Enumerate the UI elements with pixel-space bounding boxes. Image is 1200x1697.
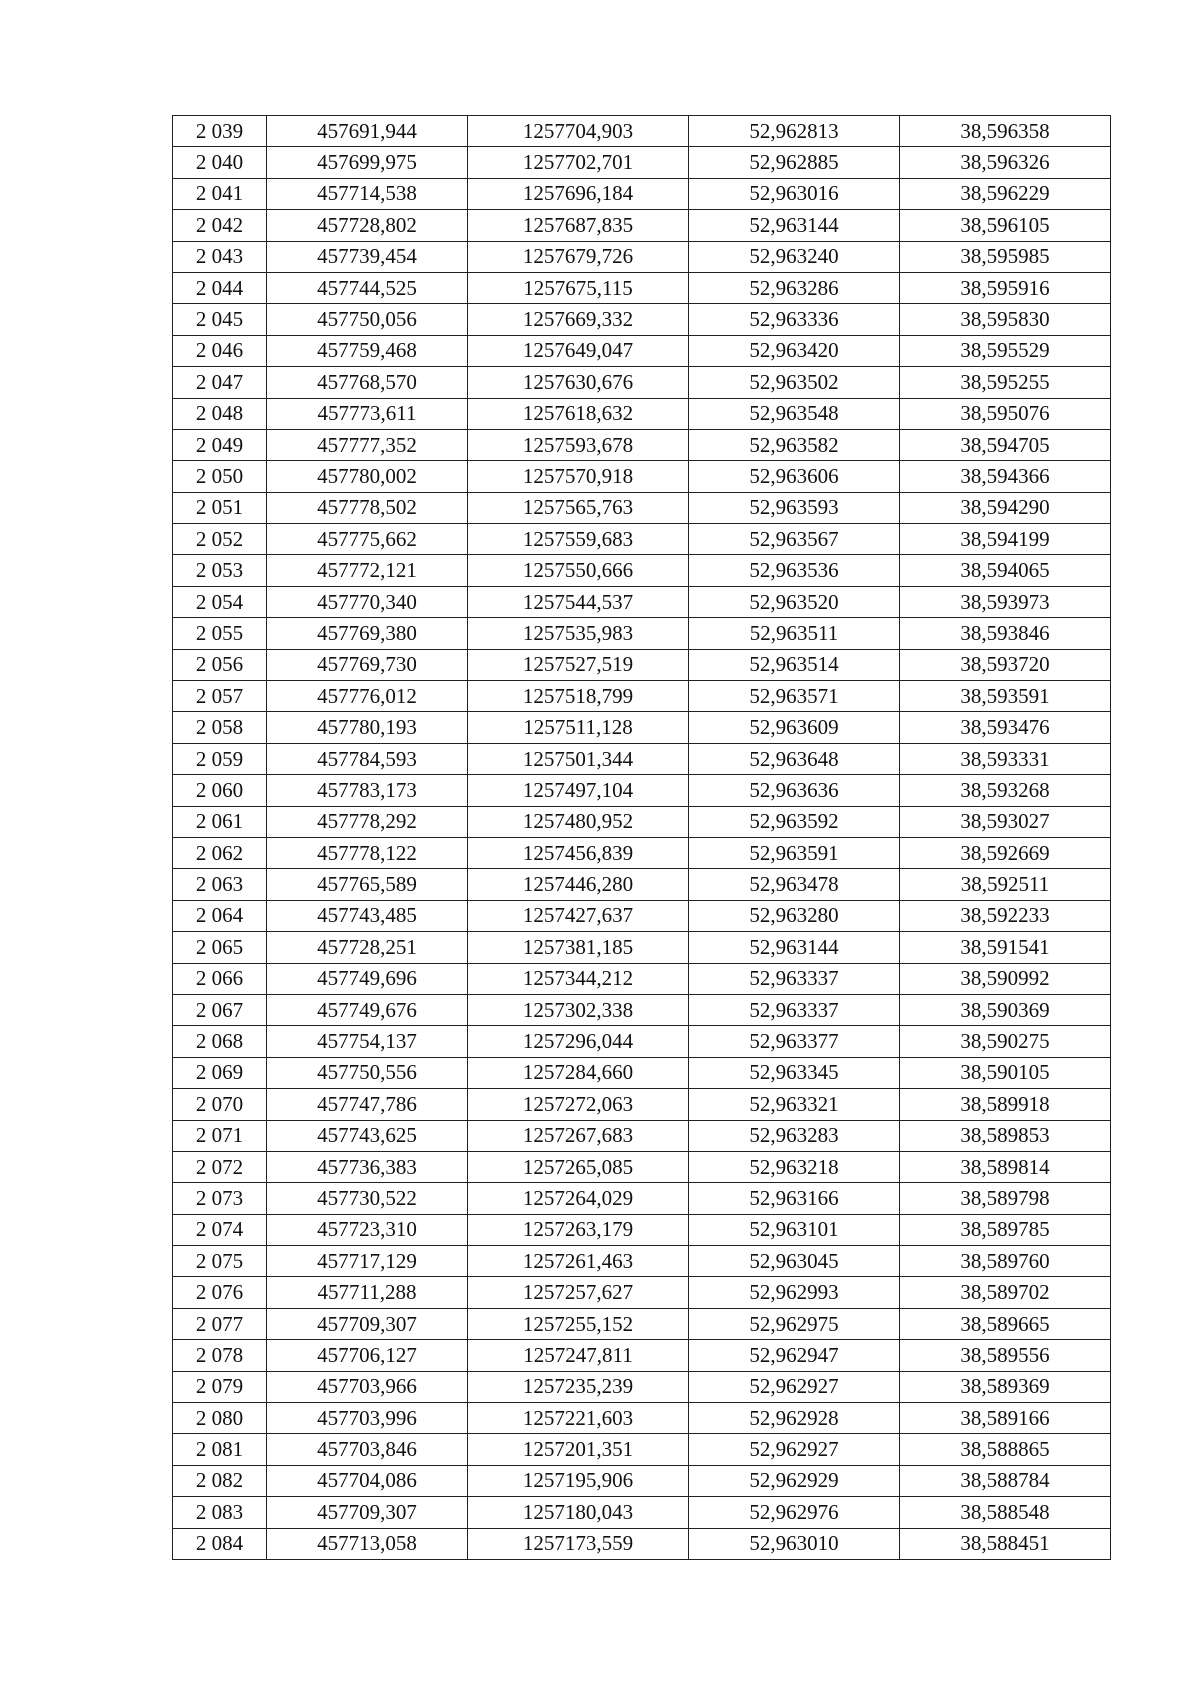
table-cell-x: 457780,002	[267, 461, 468, 492]
table-cell-lat: 52,962947	[689, 1340, 900, 1371]
table-cell-y: 1257173,559	[468, 1528, 689, 1559]
table-cell-point: 2 059	[173, 743, 267, 774]
table-cell-x: 457717,129	[267, 1246, 468, 1277]
table-cell-point: 2 064	[173, 900, 267, 931]
table-cell-lon: 38,590992	[900, 963, 1111, 994]
table-cell-point: 2 078	[173, 1340, 267, 1371]
table-cell-point: 2 076	[173, 1277, 267, 1308]
table-cell-point: 2 084	[173, 1528, 267, 1559]
table-cell-lat: 52,963591	[689, 837, 900, 868]
table-cell-y: 1257501,344	[468, 743, 689, 774]
table-cell-y: 1257255,152	[468, 1308, 689, 1339]
table-cell-x: 457754,137	[267, 1026, 468, 1057]
table-cell-lon: 38,593720	[900, 649, 1111, 680]
table-cell-y: 1257649,047	[468, 335, 689, 366]
table-cell-x: 457777,352	[267, 429, 468, 460]
table-row	[173, 932, 1111, 963]
table-cell-lon: 38,588548	[900, 1497, 1111, 1528]
table-cell-point: 2 079	[173, 1371, 267, 1402]
table-cell-y: 1257264,029	[468, 1183, 689, 1214]
table-cell-x: 457775,662	[267, 524, 468, 555]
table-cell-lat: 52,963420	[689, 335, 900, 366]
table-cell-lon: 38,594366	[900, 461, 1111, 492]
table-cell-lon: 38,589853	[900, 1120, 1111, 1151]
table-cell-x: 457743,485	[267, 900, 468, 931]
table-cell-y: 1257261,463	[468, 1246, 689, 1277]
table-cell-lat: 52,963609	[689, 712, 900, 743]
table-cell-lon: 38,593591	[900, 681, 1111, 712]
table-row	[173, 618, 1111, 649]
table-cell-lon: 38,596105	[900, 210, 1111, 241]
table-cell-y: 1257518,799	[468, 681, 689, 712]
table-cell-y: 1257593,678	[468, 429, 689, 460]
table-cell-lon: 38,589918	[900, 1089, 1111, 1120]
table-cell-y: 1257696,184	[468, 178, 689, 209]
table-cell-lat: 52,962929	[689, 1465, 900, 1496]
table-cell-lat: 52,963283	[689, 1120, 900, 1151]
table-cell-point: 2 068	[173, 1026, 267, 1057]
table-row	[173, 367, 1111, 398]
table-cell-x: 457744,525	[267, 272, 468, 303]
table-cell-y: 1257263,179	[468, 1214, 689, 1245]
table-cell-x: 457691,944	[267, 116, 468, 147]
table-cell-point: 2 081	[173, 1434, 267, 1465]
table-cell-y: 1257511,128	[468, 712, 689, 743]
table-row	[173, 492, 1111, 523]
table-cell-x: 457759,468	[267, 335, 468, 366]
table-cell-y: 1257675,115	[468, 272, 689, 303]
table-cell-lat: 52,962928	[689, 1403, 900, 1434]
table-cell-lat: 52,963582	[689, 429, 900, 460]
table-cell-lat: 52,962927	[689, 1371, 900, 1402]
table-cell-lon: 38,596326	[900, 147, 1111, 178]
table-row	[173, 555, 1111, 586]
table-cell-lat: 52,962976	[689, 1497, 900, 1528]
table-row	[173, 1246, 1111, 1277]
table-cell-point: 2 070	[173, 1089, 267, 1120]
table-cell-x: 457769,380	[267, 618, 468, 649]
table-cell-y: 1257550,666	[468, 555, 689, 586]
table-cell-lon: 38,589369	[900, 1371, 1111, 1402]
table-cell-y: 1257669,332	[468, 304, 689, 335]
table-cell-lon: 38,588784	[900, 1465, 1111, 1496]
table-cell-lon: 38,592233	[900, 900, 1111, 931]
table-row	[173, 1371, 1111, 1402]
table-cell-y: 1257284,660	[468, 1057, 689, 1088]
table-cell-lat: 52,963548	[689, 398, 900, 429]
table-cell-x: 457770,340	[267, 586, 468, 617]
table-cell-lon: 38,593027	[900, 806, 1111, 837]
table-cell-lon: 38,589166	[900, 1403, 1111, 1434]
table-cell-x: 457780,193	[267, 712, 468, 743]
table-cell-x: 457714,538	[267, 178, 468, 209]
table-cell-x: 457743,625	[267, 1120, 468, 1151]
table-cell-lon: 38,589702	[900, 1277, 1111, 1308]
table-cell-lon: 38,589760	[900, 1246, 1111, 1277]
table-cell-x: 457750,056	[267, 304, 468, 335]
table-cell-lon: 38,590105	[900, 1057, 1111, 1088]
table-cell-x: 457772,121	[267, 555, 468, 586]
table-row	[173, 1465, 1111, 1496]
table-cell-point: 2 082	[173, 1465, 267, 1496]
table-cell-lat: 52,963166	[689, 1183, 900, 1214]
table-cell-point: 2 048	[173, 398, 267, 429]
table-cell-y: 1257265,085	[468, 1151, 689, 1182]
table-cell-y: 1257180,043	[468, 1497, 689, 1528]
table-cell-point: 2 063	[173, 869, 267, 900]
table-row	[173, 304, 1111, 335]
table-cell-point: 2 083	[173, 1497, 267, 1528]
table-cell-point: 2 057	[173, 681, 267, 712]
table-cell-point: 2 075	[173, 1246, 267, 1277]
table-cell-x: 457709,307	[267, 1308, 468, 1339]
table-cell-point: 2 047	[173, 367, 267, 398]
table-cell-y: 1257427,637	[468, 900, 689, 931]
table-cell-x: 457776,012	[267, 681, 468, 712]
table-cell-x: 457778,502	[267, 492, 468, 523]
table-row	[173, 116, 1111, 147]
table-cell-y: 1257456,839	[468, 837, 689, 868]
table-cell-y: 1257702,701	[468, 147, 689, 178]
table-cell-lat: 52,963336	[689, 304, 900, 335]
table-cell-point: 2 044	[173, 272, 267, 303]
table-cell-lon: 38,593476	[900, 712, 1111, 743]
table-cell-x: 457703,966	[267, 1371, 468, 1402]
table-cell-x: 457749,676	[267, 994, 468, 1025]
table-row	[173, 272, 1111, 303]
table-cell-point: 2 041	[173, 178, 267, 209]
table-row	[173, 398, 1111, 429]
table-cell-lon: 38,595255	[900, 367, 1111, 398]
table-cell-lat: 52,963280	[689, 900, 900, 931]
table-cell-lat: 52,963010	[689, 1528, 900, 1559]
table-row	[173, 1277, 1111, 1308]
table-cell-x: 457749,696	[267, 963, 468, 994]
table-cell-y: 1257446,280	[468, 869, 689, 900]
table-cell-point: 2 072	[173, 1151, 267, 1182]
table-cell-y: 1257544,537	[468, 586, 689, 617]
table-cell-y: 1257381,185	[468, 932, 689, 963]
table-cell-lon: 38,590275	[900, 1026, 1111, 1057]
table-cell-point: 2 080	[173, 1403, 267, 1434]
table-row	[173, 963, 1111, 994]
table-cell-y: 1257618,632	[468, 398, 689, 429]
table-cell-lat: 52,963593	[689, 492, 900, 523]
table-cell-lat: 52,963592	[689, 806, 900, 837]
table-cell-lat: 52,963016	[689, 178, 900, 209]
table-cell-lat: 52,963286	[689, 272, 900, 303]
table-cell-y: 1257267,683	[468, 1120, 689, 1151]
table-cell-lat: 52,963337	[689, 994, 900, 1025]
table-cell-y: 1257257,627	[468, 1277, 689, 1308]
table-row	[173, 806, 1111, 837]
table-cell-lat: 52,963511	[689, 618, 900, 649]
table-cell-x: 457778,122	[267, 837, 468, 868]
table-cell-lat: 52,963536	[689, 555, 900, 586]
table-row	[173, 1089, 1111, 1120]
table-cell-y: 1257630,676	[468, 367, 689, 398]
table-cell-y: 1257565,763	[468, 492, 689, 523]
table-row	[173, 1403, 1111, 1434]
table-row	[173, 524, 1111, 555]
table-row	[173, 178, 1111, 209]
table-cell-x: 457750,556	[267, 1057, 468, 1088]
table-cell-lon: 38,594199	[900, 524, 1111, 555]
table-cell-y: 1257221,603	[468, 1403, 689, 1434]
table-cell-y: 1257527,519	[468, 649, 689, 680]
table-cell-lat: 52,963377	[689, 1026, 900, 1057]
table-cell-lon: 38,589785	[900, 1214, 1111, 1245]
table-cell-lat: 52,963514	[689, 649, 900, 680]
table-cell-x: 457736,383	[267, 1151, 468, 1182]
table-cell-lon: 38,589556	[900, 1340, 1111, 1371]
table-cell-lon: 38,593268	[900, 775, 1111, 806]
coordinates-table	[172, 115, 1111, 1560]
table-row	[173, 775, 1111, 806]
table-row	[173, 1434, 1111, 1465]
table-cell-lon: 38,590369	[900, 994, 1111, 1025]
table-cell-lat: 52,962993	[689, 1277, 900, 1308]
table-cell-point: 2 040	[173, 147, 267, 178]
table-cell-lon: 38,594290	[900, 492, 1111, 523]
table-cell-point: 2 077	[173, 1308, 267, 1339]
table-cell-point: 2 042	[173, 210, 267, 241]
table-cell-lon: 38,595916	[900, 272, 1111, 303]
table-cell-point: 2 053	[173, 555, 267, 586]
table-cell-lat: 52,963571	[689, 681, 900, 712]
table-cell-lon: 38,592511	[900, 869, 1111, 900]
table-cell-point: 2 065	[173, 932, 267, 963]
table-cell-point: 2 045	[173, 304, 267, 335]
table-cell-x: 457783,173	[267, 775, 468, 806]
table-cell-lat: 52,963240	[689, 241, 900, 272]
table-cell-x: 457703,846	[267, 1434, 468, 1465]
table-cell-x: 457728,802	[267, 210, 468, 241]
table-cell-point: 2 055	[173, 618, 267, 649]
table-row	[173, 900, 1111, 931]
table-cell-x: 457730,522	[267, 1183, 468, 1214]
table-cell-lat: 52,963045	[689, 1246, 900, 1277]
table-row	[173, 994, 1111, 1025]
table-row	[173, 210, 1111, 241]
table-cell-lon: 38,595985	[900, 241, 1111, 272]
table-row	[173, 1057, 1111, 1088]
table-cell-lon: 38,595076	[900, 398, 1111, 429]
table-cell-point: 2 060	[173, 775, 267, 806]
table-cell-lon: 38,595830	[900, 304, 1111, 335]
table-cell-point: 2 074	[173, 1214, 267, 1245]
table-cell-lat: 52,963321	[689, 1089, 900, 1120]
table-cell-x: 457768,570	[267, 367, 468, 398]
coordinates-table-body	[173, 116, 1111, 1560]
table-cell-lat: 52,962885	[689, 147, 900, 178]
table-cell-y: 1257195,906	[468, 1465, 689, 1496]
table-cell-lon: 38,589814	[900, 1151, 1111, 1182]
table-cell-x: 457709,307	[267, 1497, 468, 1528]
table-row	[173, 1528, 1111, 1559]
table-row	[173, 743, 1111, 774]
table-cell-lat: 52,963144	[689, 210, 900, 241]
table-cell-x: 457706,127	[267, 1340, 468, 1371]
table-cell-point: 2 071	[173, 1120, 267, 1151]
table-row	[173, 1120, 1111, 1151]
table-cell-y: 1257497,104	[468, 775, 689, 806]
table-cell-lat: 52,962975	[689, 1308, 900, 1339]
table-cell-point: 2 058	[173, 712, 267, 743]
table-cell-point: 2 043	[173, 241, 267, 272]
table-cell-point: 2 054	[173, 586, 267, 617]
table-cell-y: 1257302,338	[468, 994, 689, 1025]
table-cell-point: 2 039	[173, 116, 267, 147]
table-cell-y: 1257570,918	[468, 461, 689, 492]
table-cell-point: 2 050	[173, 461, 267, 492]
table-row	[173, 241, 1111, 272]
table-row	[173, 335, 1111, 366]
table-cell-point: 2 062	[173, 837, 267, 868]
table-cell-point: 2 069	[173, 1057, 267, 1088]
table-cell-lon: 38,596358	[900, 116, 1111, 147]
table-cell-x: 457728,251	[267, 932, 468, 963]
table-cell-lon: 38,596229	[900, 178, 1111, 209]
table-cell-x: 457773,611	[267, 398, 468, 429]
table-cell-lat: 52,963606	[689, 461, 900, 492]
table-cell-x: 457739,454	[267, 241, 468, 272]
table-cell-lon: 38,592669	[900, 837, 1111, 868]
table-cell-lon: 38,594705	[900, 429, 1111, 460]
table-cell-lat: 52,962813	[689, 116, 900, 147]
table-cell-lon: 38,593973	[900, 586, 1111, 617]
table-cell-lon: 38,588865	[900, 1434, 1111, 1465]
table-row	[173, 1026, 1111, 1057]
table-cell-x: 457784,593	[267, 743, 468, 774]
table-cell-y: 1257344,212	[468, 963, 689, 994]
table-cell-lat: 52,963218	[689, 1151, 900, 1182]
table-row	[173, 1214, 1111, 1245]
table-cell-point: 2 056	[173, 649, 267, 680]
table-cell-y: 1257679,726	[468, 241, 689, 272]
table-cell-x: 457704,086	[267, 1465, 468, 1496]
table-cell-y: 1257480,952	[468, 806, 689, 837]
table-row	[173, 869, 1111, 900]
table-cell-lon: 38,593331	[900, 743, 1111, 774]
table-cell-lat: 52,963144	[689, 932, 900, 963]
table-row	[173, 837, 1111, 868]
table-cell-lat: 52,963345	[689, 1057, 900, 1088]
table-cell-x: 457703,996	[267, 1403, 468, 1434]
table-cell-lon: 38,588451	[900, 1528, 1111, 1559]
table-row	[173, 429, 1111, 460]
table-row	[173, 461, 1111, 492]
table-row	[173, 147, 1111, 178]
table-cell-x: 457711,288	[267, 1277, 468, 1308]
table-cell-lat: 52,963636	[689, 775, 900, 806]
table-cell-lat: 52,962927	[689, 1434, 900, 1465]
table-cell-lon: 38,589798	[900, 1183, 1111, 1214]
table-cell-x: 457769,730	[267, 649, 468, 680]
table-cell-point: 2 052	[173, 524, 267, 555]
table-cell-lon: 38,595529	[900, 335, 1111, 366]
table-cell-lon: 38,589665	[900, 1308, 1111, 1339]
table-cell-y: 1257235,239	[468, 1371, 689, 1402]
table-cell-point: 2 051	[173, 492, 267, 523]
table-cell-y: 1257272,063	[468, 1089, 689, 1120]
table-cell-y: 1257559,683	[468, 524, 689, 555]
table-row	[173, 586, 1111, 617]
table-row	[173, 649, 1111, 680]
table-cell-y: 1257247,811	[468, 1340, 689, 1371]
table-row	[173, 681, 1111, 712]
table-cell-y: 1257296,044	[468, 1026, 689, 1057]
table-cell-lat: 52,963648	[689, 743, 900, 774]
table-cell-y: 1257535,983	[468, 618, 689, 649]
table-cell-y: 1257201,351	[468, 1434, 689, 1465]
table-cell-lon: 38,594065	[900, 555, 1111, 586]
table-cell-lon: 38,591541	[900, 932, 1111, 963]
table-cell-x: 457747,786	[267, 1089, 468, 1120]
table-row	[173, 1183, 1111, 1214]
table-cell-point: 2 067	[173, 994, 267, 1025]
table-row	[173, 712, 1111, 743]
table-cell-x: 457723,310	[267, 1214, 468, 1245]
table-cell-lat: 52,963502	[689, 367, 900, 398]
table-cell-x: 457778,292	[267, 806, 468, 837]
table-cell-point: 2 066	[173, 963, 267, 994]
table-cell-lon: 38,593846	[900, 618, 1111, 649]
table-cell-lat: 52,963101	[689, 1214, 900, 1245]
table-cell-x: 457765,589	[267, 869, 468, 900]
table-cell-point: 2 073	[173, 1183, 267, 1214]
table-cell-x: 457713,058	[267, 1528, 468, 1559]
table-cell-lat: 52,963337	[689, 963, 900, 994]
table-row	[173, 1308, 1111, 1339]
table-cell-lat: 52,963520	[689, 586, 900, 617]
table-cell-y: 1257687,835	[468, 210, 689, 241]
table-cell-y: 1257704,903	[468, 116, 689, 147]
table-cell-point: 2 049	[173, 429, 267, 460]
table-cell-lat: 52,963478	[689, 869, 900, 900]
table-row	[173, 1151, 1111, 1182]
table-cell-point: 2 046	[173, 335, 267, 366]
table-cell-lat: 52,963567	[689, 524, 900, 555]
table-cell-point: 2 061	[173, 806, 267, 837]
table-cell-x: 457699,975	[267, 147, 468, 178]
table-row	[173, 1340, 1111, 1371]
table-row	[173, 1497, 1111, 1528]
